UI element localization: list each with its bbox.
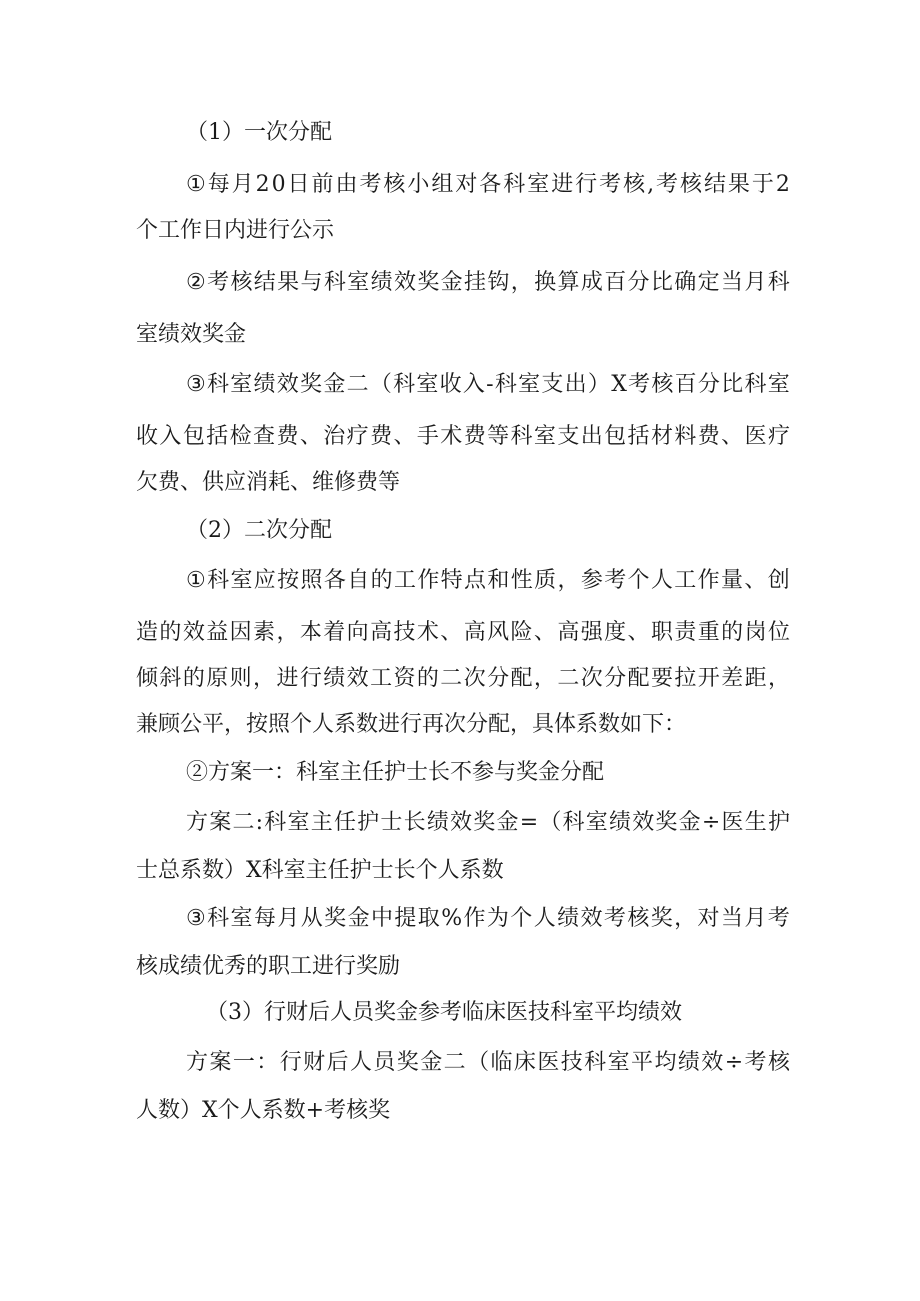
text-glyph: ，	[557, 568, 580, 593]
text-glyph: 倾	[136, 666, 159, 691]
text-glyph: 重	[697, 620, 720, 645]
text-glyph: 月	[277, 906, 300, 931]
text-glyph: 、	[440, 620, 463, 645]
text-glyph: 效	[393, 270, 416, 295]
text-glyph: 于	[751, 172, 774, 197]
text-glyph: 科	[323, 270, 346, 295]
text-glyph: 考	[744, 1050, 767, 1075]
text-glyph: 和	[487, 568, 510, 593]
text-glyph: 绩	[426, 810, 449, 835]
text-glyph: 当	[720, 270, 743, 295]
text-glyph: 核	[627, 906, 650, 931]
text-glyph: 支	[557, 424, 580, 449]
text-glyph: 、	[627, 620, 650, 645]
text-glyph: 费	[370, 424, 393, 449]
text-glyph: 、	[744, 568, 767, 593]
text-glyph: 二	[440, 666, 463, 691]
text-glyph: 包	[182, 424, 205, 449]
text-glyph: 后	[326, 1050, 349, 1075]
text-glyph: 科	[510, 424, 533, 449]
text-glyph: 自	[347, 568, 370, 593]
text-glyph: 奖	[300, 372, 323, 397]
text-glyph: 绩	[253, 372, 276, 397]
text-glyph: 临	[490, 1050, 513, 1075]
text-glyph: 参	[580, 568, 603, 593]
text-glyph: 出	[580, 424, 603, 449]
text-glyph: 点	[464, 568, 487, 593]
text-glyph: 小	[407, 172, 430, 197]
text-glyph: ÷	[701, 810, 721, 835]
text-glyph: 算	[557, 270, 580, 295]
text-glyph: 对	[455, 172, 478, 197]
text-glyph: 责	[674, 620, 697, 645]
text-glyph: 一	[232, 1050, 255, 1075]
text-glyph: 考	[767, 906, 790, 931]
text-glyph: 的	[182, 666, 205, 691]
text-glyph: 素	[253, 620, 276, 645]
text-glyph: 每	[253, 906, 276, 931]
text-glyph: 费	[463, 424, 486, 449]
paragraph-line	[186, 268, 790, 298]
text-glyph: -	[486, 372, 494, 397]
text-glyph: 月	[744, 906, 767, 931]
text-glyph: 效	[632, 810, 655, 835]
text-glyph: ①	[186, 172, 206, 197]
text-glyph: 方	[186, 810, 209, 835]
paragraph-line: 兼顾公平，按照个人系数进行再次分配，具体系数如下：	[136, 712, 687, 737]
heading-admin-staff-bonus: （3）行财后人员奖金参考临床医技科室平均绩效	[206, 1000, 682, 1025]
text-glyph: 量	[720, 568, 743, 593]
text-glyph: 按	[277, 568, 300, 593]
text-glyph: 作	[463, 906, 486, 931]
text-glyph: 取	[417, 906, 440, 931]
text-glyph: 奖	[324, 906, 347, 931]
paragraph-line: 室绩效奖金	[136, 322, 247, 347]
text-glyph: 确	[674, 270, 697, 295]
text-glyph: 0	[271, 172, 286, 197]
text-glyph: 效	[346, 666, 369, 691]
text-glyph: 2	[255, 172, 270, 197]
text-glyph: ③	[186, 906, 206, 931]
text-glyph: 位	[767, 620, 790, 645]
text-glyph: 医	[537, 1050, 560, 1075]
text-glyph: 百	[674, 372, 697, 397]
text-glyph: 科	[207, 906, 230, 931]
text-glyph: 室	[347, 270, 370, 295]
text-glyph: 换	[534, 270, 557, 295]
paragraph-line	[136, 664, 790, 694]
text-glyph: 岗	[744, 620, 767, 645]
text-glyph: 核	[767, 1050, 790, 1075]
text-glyph: 进	[551, 172, 574, 197]
text-glyph: 室	[287, 810, 310, 835]
text-glyph: 支	[541, 372, 564, 397]
text-glyph: 费	[697, 424, 720, 449]
text-glyph: 金	[347, 906, 370, 931]
text-glyph: 的	[721, 620, 744, 645]
text-glyph: 月	[231, 172, 254, 197]
text-glyph: 任	[333, 810, 356, 835]
text-glyph: （	[369, 372, 392, 397]
text-glyph: 核	[679, 172, 702, 197]
text-glyph: 钩	[487, 270, 510, 295]
paragraph-line: 个工作日内进行公示	[136, 218, 335, 243]
text-glyph: 高	[370, 620, 393, 645]
text-glyph: 金	[496, 810, 519, 835]
paragraph-line	[186, 904, 790, 934]
text-glyph: 、	[721, 424, 744, 449]
text-glyph: 室	[533, 424, 556, 449]
text-glyph: 二	[232, 810, 255, 835]
paragraph-line	[136, 618, 790, 648]
text-glyph: 科	[494, 372, 517, 397]
text-glyph: 二	[443, 1050, 466, 1075]
text-glyph: 护	[357, 810, 380, 835]
text-glyph: 险	[510, 620, 533, 645]
text-glyph: 比	[721, 372, 744, 397]
text-glyph: 日	[287, 172, 310, 197]
text-glyph: 核	[230, 270, 253, 295]
text-glyph: 室	[607, 1050, 630, 1075]
text-glyph: X	[611, 372, 627, 397]
text-glyph: 主	[310, 810, 333, 835]
text-glyph: 长	[403, 810, 426, 835]
text-glyph: 括	[627, 424, 650, 449]
text-glyph: 人	[349, 1050, 372, 1075]
text-glyph: 开	[697, 666, 720, 691]
text-glyph: 平	[631, 1050, 654, 1075]
text-glyph: 核	[383, 172, 406, 197]
text-glyph: 二	[557, 666, 580, 691]
text-glyph: 为	[486, 906, 509, 931]
text-glyph: 从	[300, 906, 323, 931]
paragraph-line	[186, 566, 790, 596]
text-glyph: 分	[487, 666, 510, 691]
text-glyph: 月	[744, 270, 767, 295]
text-glyph: 创	[767, 568, 790, 593]
text-glyph: 要	[650, 666, 673, 691]
text-glyph: 奖	[396, 1050, 419, 1075]
text-glyph: 科	[206, 372, 229, 397]
text-glyph: =	[519, 810, 539, 835]
text-glyph: 的	[159, 620, 182, 645]
text-glyph: ，	[276, 620, 299, 645]
text-glyph: 科	[744, 372, 767, 397]
heading-first-distribution: （1）一次分配	[186, 120, 332, 145]
text-glyph: 提	[394, 906, 417, 931]
text-glyph: 费	[276, 424, 299, 449]
text-glyph: 距	[744, 666, 767, 691]
text-glyph: 科	[393, 372, 416, 397]
text-glyph: 向	[346, 620, 369, 645]
text-glyph: 科	[767, 270, 790, 295]
text-glyph: 原	[206, 666, 229, 691]
text-glyph: ，	[674, 906, 697, 931]
text-glyph: 等	[487, 424, 510, 449]
text-glyph: 高	[463, 620, 486, 645]
paragraph-line: 人数）X个人系数+考核奖	[136, 1098, 391, 1123]
text-glyph: 成	[580, 270, 603, 295]
text-glyph: 材	[650, 424, 673, 449]
text-glyph: ③	[186, 372, 206, 397]
text-glyph: 科	[207, 568, 230, 593]
text-glyph: 技	[560, 1050, 583, 1075]
text-glyph: 室	[230, 906, 253, 931]
text-glyph: 考	[599, 172, 622, 197]
text-glyph: 配	[510, 666, 533, 691]
text-glyph: 室	[518, 372, 541, 397]
text-glyph: ，	[767, 666, 790, 691]
text-glyph: 效	[701, 1050, 724, 1075]
text-glyph: 高	[557, 620, 580, 645]
text-glyph: 检	[229, 424, 252, 449]
paragraph-line	[186, 370, 790, 400]
text-glyph: 工	[674, 568, 697, 593]
heading-second-distribution: （2）二次分配	[186, 518, 332, 543]
text-glyph: 工	[393, 568, 416, 593]
text-glyph: ，	[253, 666, 276, 691]
text-glyph: 金	[440, 270, 463, 295]
text-glyph: 定	[697, 270, 720, 295]
text-glyph: 结	[703, 172, 726, 197]
text-glyph: 核	[651, 372, 674, 397]
text-glyph: ，	[533, 666, 556, 691]
text-glyph: 奖	[650, 906, 673, 931]
text-glyph: 职	[650, 620, 673, 645]
text-glyph: 包	[604, 424, 627, 449]
text-glyph: 二	[346, 372, 369, 397]
text-glyph: 士	[380, 810, 403, 835]
text-glyph: 床	[513, 1050, 536, 1075]
text-glyph: 对	[697, 906, 720, 931]
text-glyph: （	[467, 1050, 490, 1075]
text-glyph: 百	[604, 270, 627, 295]
text-glyph: 分	[627, 270, 650, 295]
text-glyph: 疗	[767, 424, 790, 449]
text-glyph: 室	[585, 810, 608, 835]
text-glyph: 考	[603, 906, 626, 931]
text-glyph: 效	[580, 906, 603, 931]
text-glyph: 护	[767, 810, 790, 835]
text-glyph: 各	[323, 568, 346, 593]
text-glyph: 金	[323, 372, 346, 397]
text-glyph: 个	[510, 906, 533, 931]
text-glyph: 考	[207, 270, 230, 295]
text-glyph: 性	[510, 568, 533, 593]
text-glyph: 室	[416, 372, 439, 397]
text-glyph: 果	[277, 270, 300, 295]
text-glyph: 疗	[346, 424, 369, 449]
text-glyph: 案	[209, 1050, 232, 1075]
text-glyph: 各	[479, 172, 502, 197]
text-glyph: 特	[440, 568, 463, 593]
text-glyph: 室	[230, 568, 253, 593]
text-glyph: 人	[533, 906, 556, 931]
text-glyph: 挂	[464, 270, 487, 295]
text-glyph: 入	[462, 372, 485, 397]
text-glyph: 分	[697, 372, 720, 397]
text-glyph: 收	[439, 372, 462, 397]
paragraph-line	[186, 1048, 790, 1078]
text-glyph: 奖	[655, 810, 678, 835]
text-glyph: 工	[370, 666, 393, 691]
text-glyph: 科	[584, 1050, 607, 1075]
text-glyph: 拉	[674, 666, 697, 691]
text-glyph: 料	[674, 424, 697, 449]
text-glyph: 的	[416, 666, 439, 691]
text-glyph: 查	[253, 424, 276, 449]
text-glyph: ：	[256, 1050, 279, 1075]
text-glyph: 本	[299, 620, 322, 645]
text-glyph: 室	[230, 372, 253, 397]
text-glyph: 作	[697, 568, 720, 593]
paragraph-line: 欠费、供应消耗、维修费等	[136, 470, 401, 495]
text-glyph: 员	[373, 1050, 396, 1075]
text-glyph: 医	[721, 810, 744, 835]
text-glyph: 括	[206, 424, 229, 449]
text-glyph: 金	[420, 1050, 443, 1075]
paragraph-line	[186, 808, 790, 838]
text-glyph: 次	[580, 666, 603, 691]
text-glyph: 效	[276, 372, 299, 397]
text-glyph: 绩	[557, 906, 580, 931]
text-glyph: 奖	[417, 270, 440, 295]
text-glyph: 方	[186, 1050, 209, 1075]
text-glyph: 与	[300, 270, 323, 295]
text-glyph: 当	[720, 906, 743, 931]
text-glyph: 差	[721, 666, 744, 691]
text-glyph: （	[539, 810, 562, 835]
text-glyph: 生	[744, 810, 767, 835]
text-glyph: 均	[654, 1050, 677, 1075]
text-glyph: 医	[744, 424, 767, 449]
text-glyph: 益	[206, 620, 229, 645]
text-glyph: ）	[587, 372, 610, 397]
text-glyph: 则	[229, 666, 252, 691]
text-glyph: 配	[627, 666, 650, 691]
text-glyph: 应	[253, 568, 276, 593]
text-glyph: 考	[359, 172, 382, 197]
text-glyph: 强	[580, 620, 603, 645]
text-glyph: 绩	[370, 270, 393, 295]
paragraph-line: 士总系数）X科室主任护士长个人系数	[136, 858, 504, 883]
text-glyph: 考	[656, 172, 679, 197]
text-glyph: :	[255, 810, 264, 835]
text-glyph: 绩	[677, 1050, 700, 1075]
text-glyph: 风	[487, 620, 510, 645]
text-glyph: 次	[463, 666, 486, 691]
text-glyph: 比	[650, 270, 673, 295]
text-glyph: 作	[417, 568, 440, 593]
text-glyph: 每	[207, 172, 230, 197]
text-glyph: 术	[416, 620, 439, 645]
text-glyph: ,	[647, 172, 655, 197]
text-glyph: 奖	[473, 810, 496, 835]
paragraph-line: 核成绩优秀的职工进行奖励	[136, 954, 401, 979]
text-glyph: 手	[416, 424, 439, 449]
text-glyph: 技	[393, 620, 416, 645]
text-glyph: 结	[253, 270, 276, 295]
text-glyph: 治	[323, 424, 346, 449]
text-glyph: ①	[186, 568, 206, 593]
text-glyph: 术	[440, 424, 463, 449]
text-glyph: %	[441, 906, 463, 931]
text-glyph: 造	[136, 620, 159, 645]
text-glyph: 室	[767, 372, 790, 397]
text-glyph: 由	[335, 172, 358, 197]
text-glyph: 核	[623, 172, 646, 197]
text-glyph: 质	[534, 568, 557, 593]
text-glyph: 考	[604, 568, 627, 593]
text-glyph: 资	[393, 666, 416, 691]
text-glyph: 绩	[323, 666, 346, 691]
text-glyph: 科	[503, 172, 526, 197]
text-glyph: 前	[311, 172, 334, 197]
text-glyph: 、	[393, 424, 416, 449]
text-glyph: 着	[323, 620, 346, 645]
paragraph-line	[136, 422, 790, 452]
text-glyph: 照	[300, 568, 323, 593]
text-glyph: 、	[299, 424, 322, 449]
text-glyph: 考	[628, 372, 651, 397]
text-glyph: 分	[604, 666, 627, 691]
paragraph-line	[186, 170, 790, 200]
text-glyph: 进	[276, 666, 299, 691]
text-glyph: ，	[510, 270, 533, 295]
text-glyph: 案	[209, 810, 232, 835]
text-glyph: 收	[136, 424, 159, 449]
text-glyph: 果	[727, 172, 750, 197]
text-glyph: 因	[229, 620, 252, 645]
text-glyph: 财	[303, 1050, 326, 1075]
text-glyph: 出	[564, 372, 587, 397]
text-glyph: 行	[279, 1050, 302, 1075]
text-glyph: 斜	[159, 666, 182, 691]
text-glyph: 科	[264, 810, 287, 835]
text-glyph: ÷	[724, 1050, 744, 1075]
text-glyph: 室	[527, 172, 550, 197]
text-glyph: 入	[159, 424, 182, 449]
text-glyph: ②	[186, 270, 206, 295]
text-glyph: 效	[450, 810, 473, 835]
text-glyph: 2	[775, 172, 790, 197]
text-glyph: 绩	[608, 810, 631, 835]
text-glyph: 金	[678, 810, 701, 835]
text-glyph: 科	[562, 810, 585, 835]
text-glyph: 的	[370, 568, 393, 593]
text-glyph: 度	[604, 620, 627, 645]
text-glyph: 个	[627, 568, 650, 593]
text-glyph: 、	[533, 620, 556, 645]
text-glyph: 组	[431, 172, 454, 197]
text-glyph: 效	[182, 620, 205, 645]
text-glyph: 行	[575, 172, 598, 197]
text-glyph: 行	[299, 666, 322, 691]
paragraph-line: ②方案一：科室主任护士长不参与奖金分配	[186, 760, 605, 785]
text-glyph: 中	[370, 906, 393, 931]
text-glyph: 人	[650, 568, 673, 593]
